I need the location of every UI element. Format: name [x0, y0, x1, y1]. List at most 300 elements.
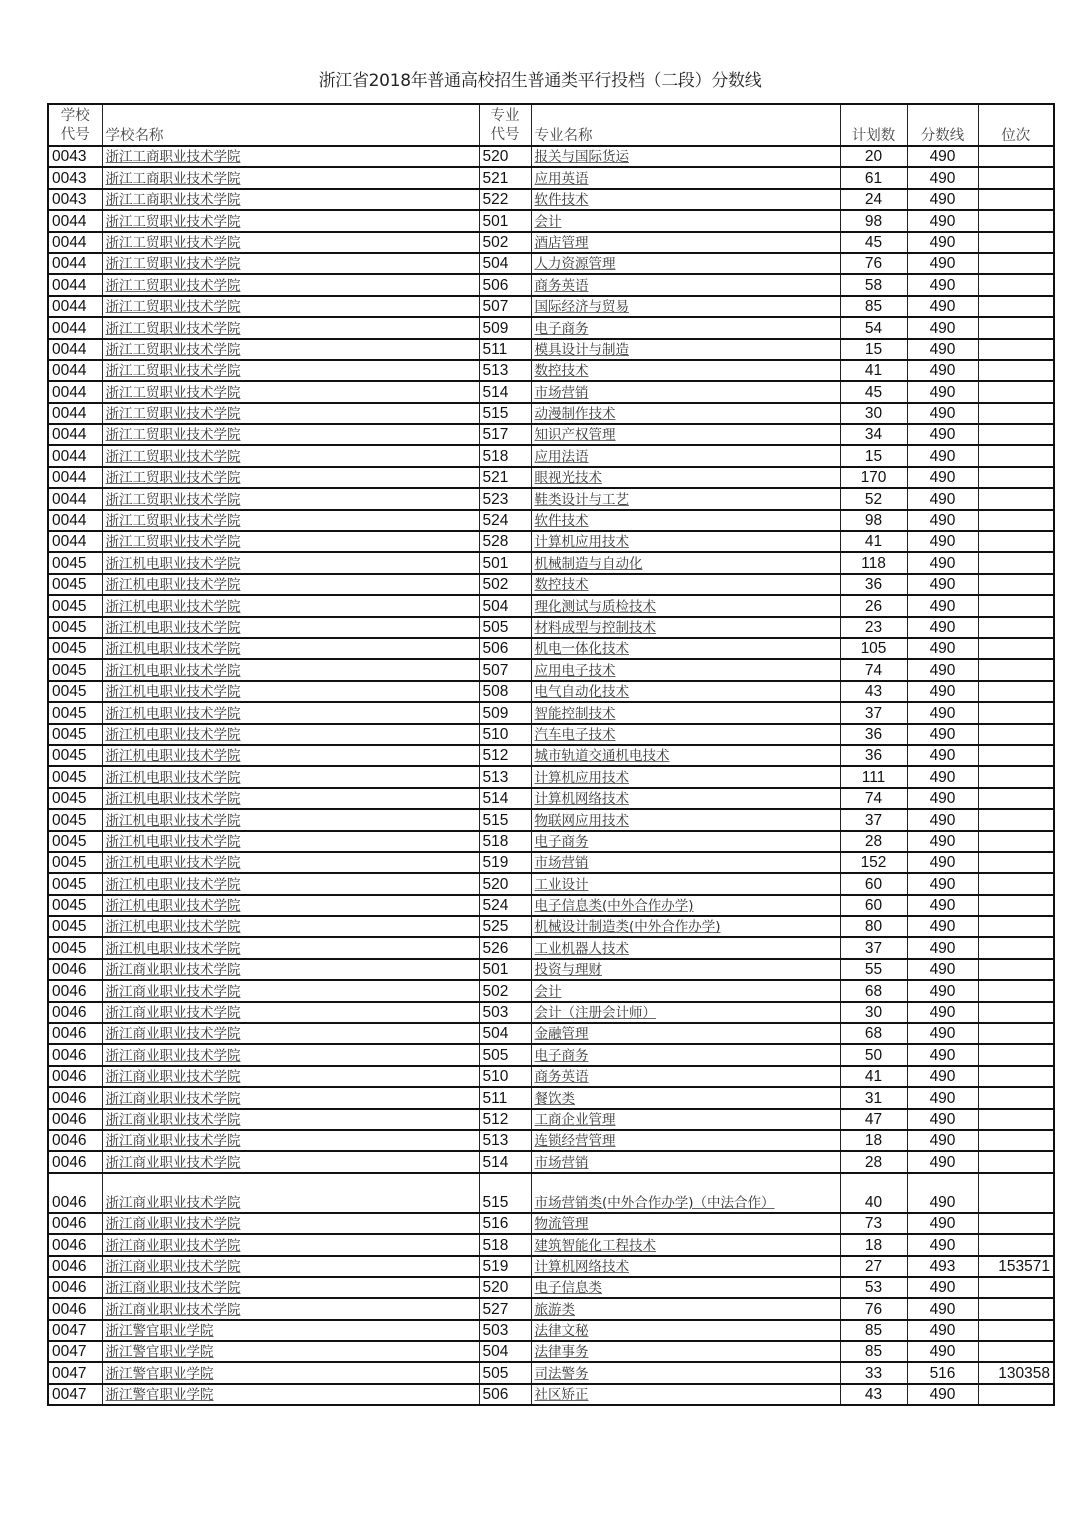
cell-plan-count: 111: [840, 766, 907, 787]
cell-rank: [978, 1151, 1054, 1172]
cell-major-code: 504: [479, 595, 531, 616]
cell-school-name: 浙江商业职业技术学院: [102, 1234, 479, 1255]
cell-school-code: 0046: [48, 1109, 102, 1130]
cell-rank: [978, 959, 1054, 980]
cell-major-name: 会计: [531, 210, 840, 231]
cell-major-code: 513: [479, 360, 531, 381]
cell-score-line: 490: [907, 617, 978, 638]
table-row: [48, 702, 1054, 723]
cell-major-name: 司法警务: [531, 1362, 840, 1383]
cell-score-line: 490: [907, 959, 978, 980]
cell-school-code: 0045: [48, 916, 102, 937]
table-row: [48, 617, 1054, 638]
cell-major-code: 502: [479, 980, 531, 1001]
cell-major-name: 机械制造与自动化: [531, 552, 840, 573]
cell-major-name: 会计（注册会计师）: [531, 1002, 840, 1023]
cell-score-line: 490: [907, 1234, 978, 1255]
table-row: [48, 167, 1054, 188]
cell-major-name: 电子信息类(中外合作办学): [531, 895, 840, 916]
table-header-row: [48, 104, 1054, 146]
cell-major-name: 应用电子技术: [531, 659, 840, 680]
cell-school-name: 浙江工贸职业技术学院: [102, 232, 479, 253]
cell-plan-count: 41: [840, 531, 907, 552]
cell-rank: [978, 531, 1054, 552]
cell-score-line: 490: [907, 488, 978, 509]
cell-major-name: 理化测试与质检技术: [531, 595, 840, 616]
cell-score-line: 490: [907, 681, 978, 702]
cell-major-name: 旅游类: [531, 1298, 840, 1319]
cell-major-name: 动漫制作技术: [531, 403, 840, 424]
table-row: [48, 467, 1054, 488]
table-row: [48, 574, 1054, 595]
cell-rank: [978, 895, 1054, 916]
cell-plan-count: 85: [840, 1341, 907, 1362]
cell-score-line: 490: [907, 1298, 978, 1319]
table-row: [48, 1044, 1054, 1065]
cell-rank: [978, 424, 1054, 445]
cell-score-line: 490: [907, 510, 978, 531]
cell-plan-count: 36: [840, 574, 907, 595]
cell-school-code: 0046: [48, 1130, 102, 1151]
cell-school-name: 浙江工贸职业技术学院: [102, 381, 479, 402]
cell-plan-count: 98: [840, 210, 907, 231]
cell-school-name: 浙江商业职业技术学院: [102, 1277, 479, 1298]
header-major-code-line1: 专业: [490, 108, 520, 124]
cell-score-line: 490: [907, 702, 978, 723]
cell-plan-count: 54: [840, 317, 907, 338]
cell-school-code: 0045: [48, 788, 102, 809]
cell-rank: [978, 210, 1054, 231]
table-row: [48, 1087, 1054, 1108]
cell-plan-count: 27: [840, 1256, 907, 1277]
cell-school-code: 0045: [48, 873, 102, 894]
cell-rank: [978, 788, 1054, 809]
table-row: [48, 681, 1054, 702]
cell-school-code: 0046: [48, 1023, 102, 1044]
table-body: [48, 146, 1054, 1405]
cell-plan-count: 73: [840, 1213, 907, 1234]
cell-plan-count: 74: [840, 659, 907, 680]
table-row: [48, 531, 1054, 552]
cell-major-name: 投资与理财: [531, 959, 840, 980]
table-row: [48, 595, 1054, 616]
cell-school-name: 浙江机电职业技术学院: [102, 852, 479, 873]
cell-school-code: 0047: [48, 1384, 102, 1405]
cell-score-line: 490: [907, 424, 978, 445]
cell-major-name: 酒店管理: [531, 232, 840, 253]
cell-school-code: 0046: [48, 1173, 102, 1213]
header-major-name: 专业名称: [531, 104, 840, 146]
cell-major-code: 501: [479, 552, 531, 573]
cell-major-code: 526: [479, 937, 531, 958]
cell-plan-count: 53: [840, 1277, 907, 1298]
cell-score-line: 490: [907, 403, 978, 424]
cell-major-code: 518: [479, 1234, 531, 1255]
cell-score-line: 490: [907, 552, 978, 573]
cell-major-code: 524: [479, 510, 531, 531]
cell-score-line: 490: [907, 1087, 978, 1108]
cell-rank: [978, 745, 1054, 766]
cell-plan-count: 80: [840, 916, 907, 937]
cell-school-name: 浙江商业职业技术学院: [102, 1066, 479, 1087]
cell-rank: [978, 339, 1054, 360]
cell-plan-count: 43: [840, 681, 907, 702]
cell-plan-count: 76: [840, 1298, 907, 1319]
cell-school-code: 0044: [48, 296, 102, 317]
cell-school-name: 浙江工贸职业技术学院: [102, 296, 479, 317]
cell-major-name: 人力资源管理: [531, 253, 840, 274]
cell-major-name: 法律事务: [531, 1341, 840, 1362]
cell-school-code: 0046: [48, 959, 102, 980]
cell-plan-count: 37: [840, 937, 907, 958]
cell-major-code: 518: [479, 445, 531, 466]
cell-major-code: 511: [479, 1087, 531, 1108]
cell-school-code: 0044: [48, 360, 102, 381]
cell-plan-count: 60: [840, 895, 907, 916]
cell-school-code: 0045: [48, 724, 102, 745]
cell-rank: [978, 1109, 1054, 1130]
table-row: [48, 852, 1054, 873]
cell-plan-count: 20: [840, 146, 907, 167]
cell-major-code: 524: [479, 895, 531, 916]
cell-score-line: 490: [907, 167, 978, 188]
cell-plan-count: 50: [840, 1044, 907, 1065]
cell-major-code: 504: [479, 1023, 531, 1044]
cell-rank: [978, 445, 1054, 466]
cell-major-name: 机电一体化技术: [531, 638, 840, 659]
cell-plan-count: 105: [840, 638, 907, 659]
cell-major-code: 508: [479, 681, 531, 702]
table-row: [48, 317, 1054, 338]
cell-major-code: 501: [479, 210, 531, 231]
cell-school-name: 浙江工贸职业技术学院: [102, 488, 479, 509]
cell-score-line: 516: [907, 1362, 978, 1383]
cell-major-name: 市场营销: [531, 852, 840, 873]
cell-major-name: 法律文秘: [531, 1320, 840, 1341]
cell-score-line: 490: [907, 1023, 978, 1044]
table-row: [48, 745, 1054, 766]
cell-school-code: 0044: [48, 488, 102, 509]
cell-school-code: 0046: [48, 1256, 102, 1277]
cell-score-line: 490: [907, 1066, 978, 1087]
cell-school-name: 浙江工商职业技术学院: [102, 146, 479, 167]
cell-major-code: 516: [479, 1213, 531, 1234]
cell-rank: [978, 1130, 1054, 1151]
cell-school-code: 0045: [48, 681, 102, 702]
cell-major-name: 商务英语: [531, 1066, 840, 1087]
cell-major-name: 工业设计: [531, 873, 840, 894]
cell-rank: [978, 296, 1054, 317]
table-row: [48, 189, 1054, 210]
cell-major-code: 511: [479, 339, 531, 360]
cell-major-code: 520: [479, 873, 531, 894]
cell-school-code: 0043: [48, 189, 102, 210]
cell-school-code: 0044: [48, 445, 102, 466]
cell-school-code: 0045: [48, 595, 102, 616]
cell-school-name: 浙江机电职业技术学院: [102, 895, 479, 916]
cell-plan-count: 18: [840, 1130, 907, 1151]
cell-school-name: 浙江机电职业技术学院: [102, 745, 479, 766]
table-row: [48, 766, 1054, 787]
cell-school-code: 0045: [48, 937, 102, 958]
cell-school-code: 0045: [48, 638, 102, 659]
cell-score-line: 490: [907, 745, 978, 766]
cell-score-line: 490: [907, 232, 978, 253]
cell-school-name: 浙江警官职业学院: [102, 1384, 479, 1405]
table-row: [48, 510, 1054, 531]
header-school-code-line1: 学校: [60, 108, 90, 124]
cell-major-name: 数控技术: [531, 360, 840, 381]
cell-school-code: 0046: [48, 1002, 102, 1023]
table-row: [48, 895, 1054, 916]
cell-rank: [978, 638, 1054, 659]
header-plan: 计划数: [840, 104, 907, 146]
table-row: [48, 1130, 1054, 1151]
cell-major-code: 510: [479, 724, 531, 745]
cell-score-line: 490: [907, 1151, 978, 1172]
cell-major-name: 应用英语: [531, 167, 840, 188]
cell-plan-count: 60: [840, 873, 907, 894]
cell-rank: 130358: [978, 1362, 1054, 1383]
cell-rank: [978, 189, 1054, 210]
cell-rank: [978, 852, 1054, 873]
cell-score-line: 490: [907, 595, 978, 616]
cell-school-name: 浙江商业职业技术学院: [102, 1173, 479, 1213]
cell-major-code: 520: [479, 1277, 531, 1298]
cell-rank: [978, 232, 1054, 253]
cell-school-name: 浙江工贸职业技术学院: [102, 445, 479, 466]
cell-major-name: 市场营销: [531, 381, 840, 402]
table-row: [48, 488, 1054, 509]
cell-school-name: 浙江工贸职业技术学院: [102, 403, 479, 424]
cell-plan-count: 76: [840, 253, 907, 274]
cell-rank: [978, 831, 1054, 852]
cell-rank: 153571: [978, 1256, 1054, 1277]
cell-rank: [978, 1002, 1054, 1023]
cell-major-name: 建筑智能化工程技术: [531, 1234, 840, 1255]
table-row: [48, 1173, 1054, 1213]
cell-major-code: 506: [479, 638, 531, 659]
cell-major-name: 报关与国际货运: [531, 146, 840, 167]
cell-plan-count: 170: [840, 467, 907, 488]
cell-score-line: 490: [907, 1109, 978, 1130]
cell-plan-count: 68: [840, 1023, 907, 1044]
cell-major-name: 眼视光技术: [531, 467, 840, 488]
cell-plan-count: 37: [840, 702, 907, 723]
cell-score-line: 490: [907, 339, 978, 360]
cell-school-name: 浙江商业职业技术学院: [102, 959, 479, 980]
table-row: [48, 146, 1054, 167]
table-row: [48, 873, 1054, 894]
cell-score-line: 490: [907, 1341, 978, 1362]
cell-major-code: 512: [479, 1109, 531, 1130]
cell-school-code: 0046: [48, 1277, 102, 1298]
cell-major-name: 社区矫正: [531, 1384, 840, 1405]
cell-major-name: 城市轨道交通机电技术: [531, 745, 840, 766]
cell-major-name: 模具设计与制造: [531, 339, 840, 360]
header-rank: 位次: [978, 104, 1054, 146]
cell-school-name: 浙江机电职业技术学院: [102, 574, 479, 595]
cell-major-name: 数控技术: [531, 574, 840, 595]
header-school-code: [48, 104, 102, 146]
table-row: [48, 916, 1054, 937]
cell-major-name: 智能控制技术: [531, 702, 840, 723]
cell-school-name: 浙江工贸职业技术学院: [102, 531, 479, 552]
cell-rank: [978, 1087, 1054, 1108]
cell-major-name: 电子商务: [531, 831, 840, 852]
cell-score-line: 490: [907, 638, 978, 659]
cell-school-code: 0045: [48, 574, 102, 595]
cell-major-code: 502: [479, 574, 531, 595]
cell-plan-count: 30: [840, 1002, 907, 1023]
cell-school-code: 0047: [48, 1341, 102, 1362]
cell-major-name: 计算机应用技术: [531, 766, 840, 787]
cell-major-code: 525: [479, 916, 531, 937]
cell-major-code: 527: [479, 1298, 531, 1319]
cell-school-name: 浙江商业职业技术学院: [102, 980, 479, 1001]
cell-rank: [978, 681, 1054, 702]
cell-school-code: 0044: [48, 253, 102, 274]
cell-score-line: 490: [907, 831, 978, 852]
cell-school-code: 0045: [48, 766, 102, 787]
cell-major-name: 计算机网络技术: [531, 788, 840, 809]
cell-rank: [978, 766, 1054, 787]
cell-school-code: 0044: [48, 210, 102, 231]
cell-school-name: 浙江机电职业技术学院: [102, 766, 479, 787]
cell-school-code: 0045: [48, 617, 102, 638]
cell-school-code: 0044: [48, 424, 102, 445]
cell-major-code: 507: [479, 659, 531, 680]
cell-school-code: 0046: [48, 1298, 102, 1319]
header-school-name: 学校名称: [102, 104, 479, 146]
cell-major-code: 510: [479, 1066, 531, 1087]
table-row: [48, 1298, 1054, 1319]
cell-school-name: 浙江机电职业技术学院: [102, 916, 479, 937]
cell-major-code: 506: [479, 274, 531, 295]
cell-plan-count: 85: [840, 296, 907, 317]
cell-score-line: 490: [907, 1277, 978, 1298]
cell-school-name: 浙江工贸职业技术学院: [102, 253, 479, 274]
cell-plan-count: 118: [840, 552, 907, 573]
cell-school-name: 浙江商业职业技术学院: [102, 1109, 479, 1130]
cell-rank: [978, 1066, 1054, 1087]
cell-school-name: 浙江工贸职业技术学院: [102, 210, 479, 231]
cell-plan-count: 26: [840, 595, 907, 616]
cell-school-name: 浙江机电职业技术学院: [102, 595, 479, 616]
cell-school-name: 浙江商业职业技术学院: [102, 1130, 479, 1151]
cell-score-line: 490: [907, 895, 978, 916]
cell-plan-count: 45: [840, 381, 907, 402]
cell-school-name: 浙江工贸职业技术学院: [102, 339, 479, 360]
cell-score-line: 490: [907, 274, 978, 295]
cell-school-code: 0045: [48, 852, 102, 873]
table-row: [48, 1023, 1054, 1044]
cell-major-name: 商务英语: [531, 274, 840, 295]
cell-score-line: 490: [907, 1130, 978, 1151]
cell-rank: [978, 274, 1054, 295]
cell-major-name: 汽车电子技术: [531, 724, 840, 745]
cell-major-code: 514: [479, 381, 531, 402]
cell-score-line: 490: [907, 873, 978, 894]
cell-plan-count: 52: [840, 488, 907, 509]
cell-plan-count: 55: [840, 959, 907, 980]
table-row: [48, 638, 1054, 659]
cell-school-code: 0043: [48, 167, 102, 188]
cell-rank: [978, 1234, 1054, 1255]
table-row: [48, 1213, 1054, 1234]
header-major-code: [479, 104, 531, 146]
cell-school-name: 浙江警官职业学院: [102, 1320, 479, 1341]
cell-school-name: 浙江机电职业技术学院: [102, 617, 479, 638]
cell-plan-count: 15: [840, 445, 907, 466]
cell-plan-count: 85: [840, 1320, 907, 1341]
cell-school-name: 浙江商业职业技术学院: [102, 1044, 479, 1065]
cell-school-name: 浙江商业职业技术学院: [102, 1002, 479, 1023]
cell-school-code: 0045: [48, 895, 102, 916]
cell-major-code: 514: [479, 788, 531, 809]
cell-major-name: 餐饮类: [531, 1087, 840, 1108]
cell-school-name: 浙江机电职业技术学院: [102, 788, 479, 809]
cell-major-code: 523: [479, 488, 531, 509]
cell-rank: [978, 1173, 1054, 1213]
cell-rank: [978, 937, 1054, 958]
cell-major-code: 504: [479, 253, 531, 274]
cell-major-name: 市场营销类(中外合作办学)（中法合作）: [531, 1173, 840, 1213]
cell-school-name: 浙江商业职业技术学院: [102, 1213, 479, 1234]
cell-school-name: 浙江机电职业技术学院: [102, 873, 479, 894]
cell-rank: [978, 809, 1054, 830]
cell-rank: [978, 1384, 1054, 1405]
cell-plan-count: 34: [840, 424, 907, 445]
table-row: [48, 274, 1054, 295]
table-row: [48, 1002, 1054, 1023]
cell-major-code: 517: [479, 424, 531, 445]
cell-rank: [978, 702, 1054, 723]
cell-major-code: 521: [479, 467, 531, 488]
cell-score-line: 490: [907, 724, 978, 745]
table-row: [48, 959, 1054, 980]
cell-plan-count: 28: [840, 1151, 907, 1172]
table-row: [48, 360, 1054, 381]
table-row: [48, 1234, 1054, 1255]
cell-rank: [978, 617, 1054, 638]
score-table: [47, 103, 1055, 1406]
cell-school-code: 0046: [48, 1044, 102, 1065]
cell-school-name: 浙江机电职业技术学院: [102, 702, 479, 723]
table-row: [48, 403, 1054, 424]
cell-major-name: 电气自动化技术: [531, 681, 840, 702]
table-row: [48, 831, 1054, 852]
cell-major-code: 505: [479, 1044, 531, 1065]
cell-major-code: 504: [479, 1341, 531, 1362]
cell-major-name: 国际经济与贸易: [531, 296, 840, 317]
cell-rank: [978, 1341, 1054, 1362]
cell-rank: [978, 146, 1054, 167]
cell-school-name: 浙江工商职业技术学院: [102, 189, 479, 210]
cell-rank: [978, 1213, 1054, 1234]
cell-score-line: 490: [907, 296, 978, 317]
page-title: 浙江省2018年普通高校招生普通类平行投档（二段）分数线: [318, 71, 762, 91]
cell-score-line: 493: [907, 1256, 978, 1277]
cell-school-name: 浙江机电职业技术学院: [102, 809, 479, 830]
table-row: [48, 1277, 1054, 1298]
cell-major-name: 工业机器人技术: [531, 937, 840, 958]
cell-school-name: 浙江工贸职业技术学院: [102, 317, 479, 338]
cell-major-code: 505: [479, 1362, 531, 1383]
cell-school-code: 0046: [48, 1151, 102, 1172]
cell-plan-count: 47: [840, 1109, 907, 1130]
cell-plan-count: 74: [840, 788, 907, 809]
